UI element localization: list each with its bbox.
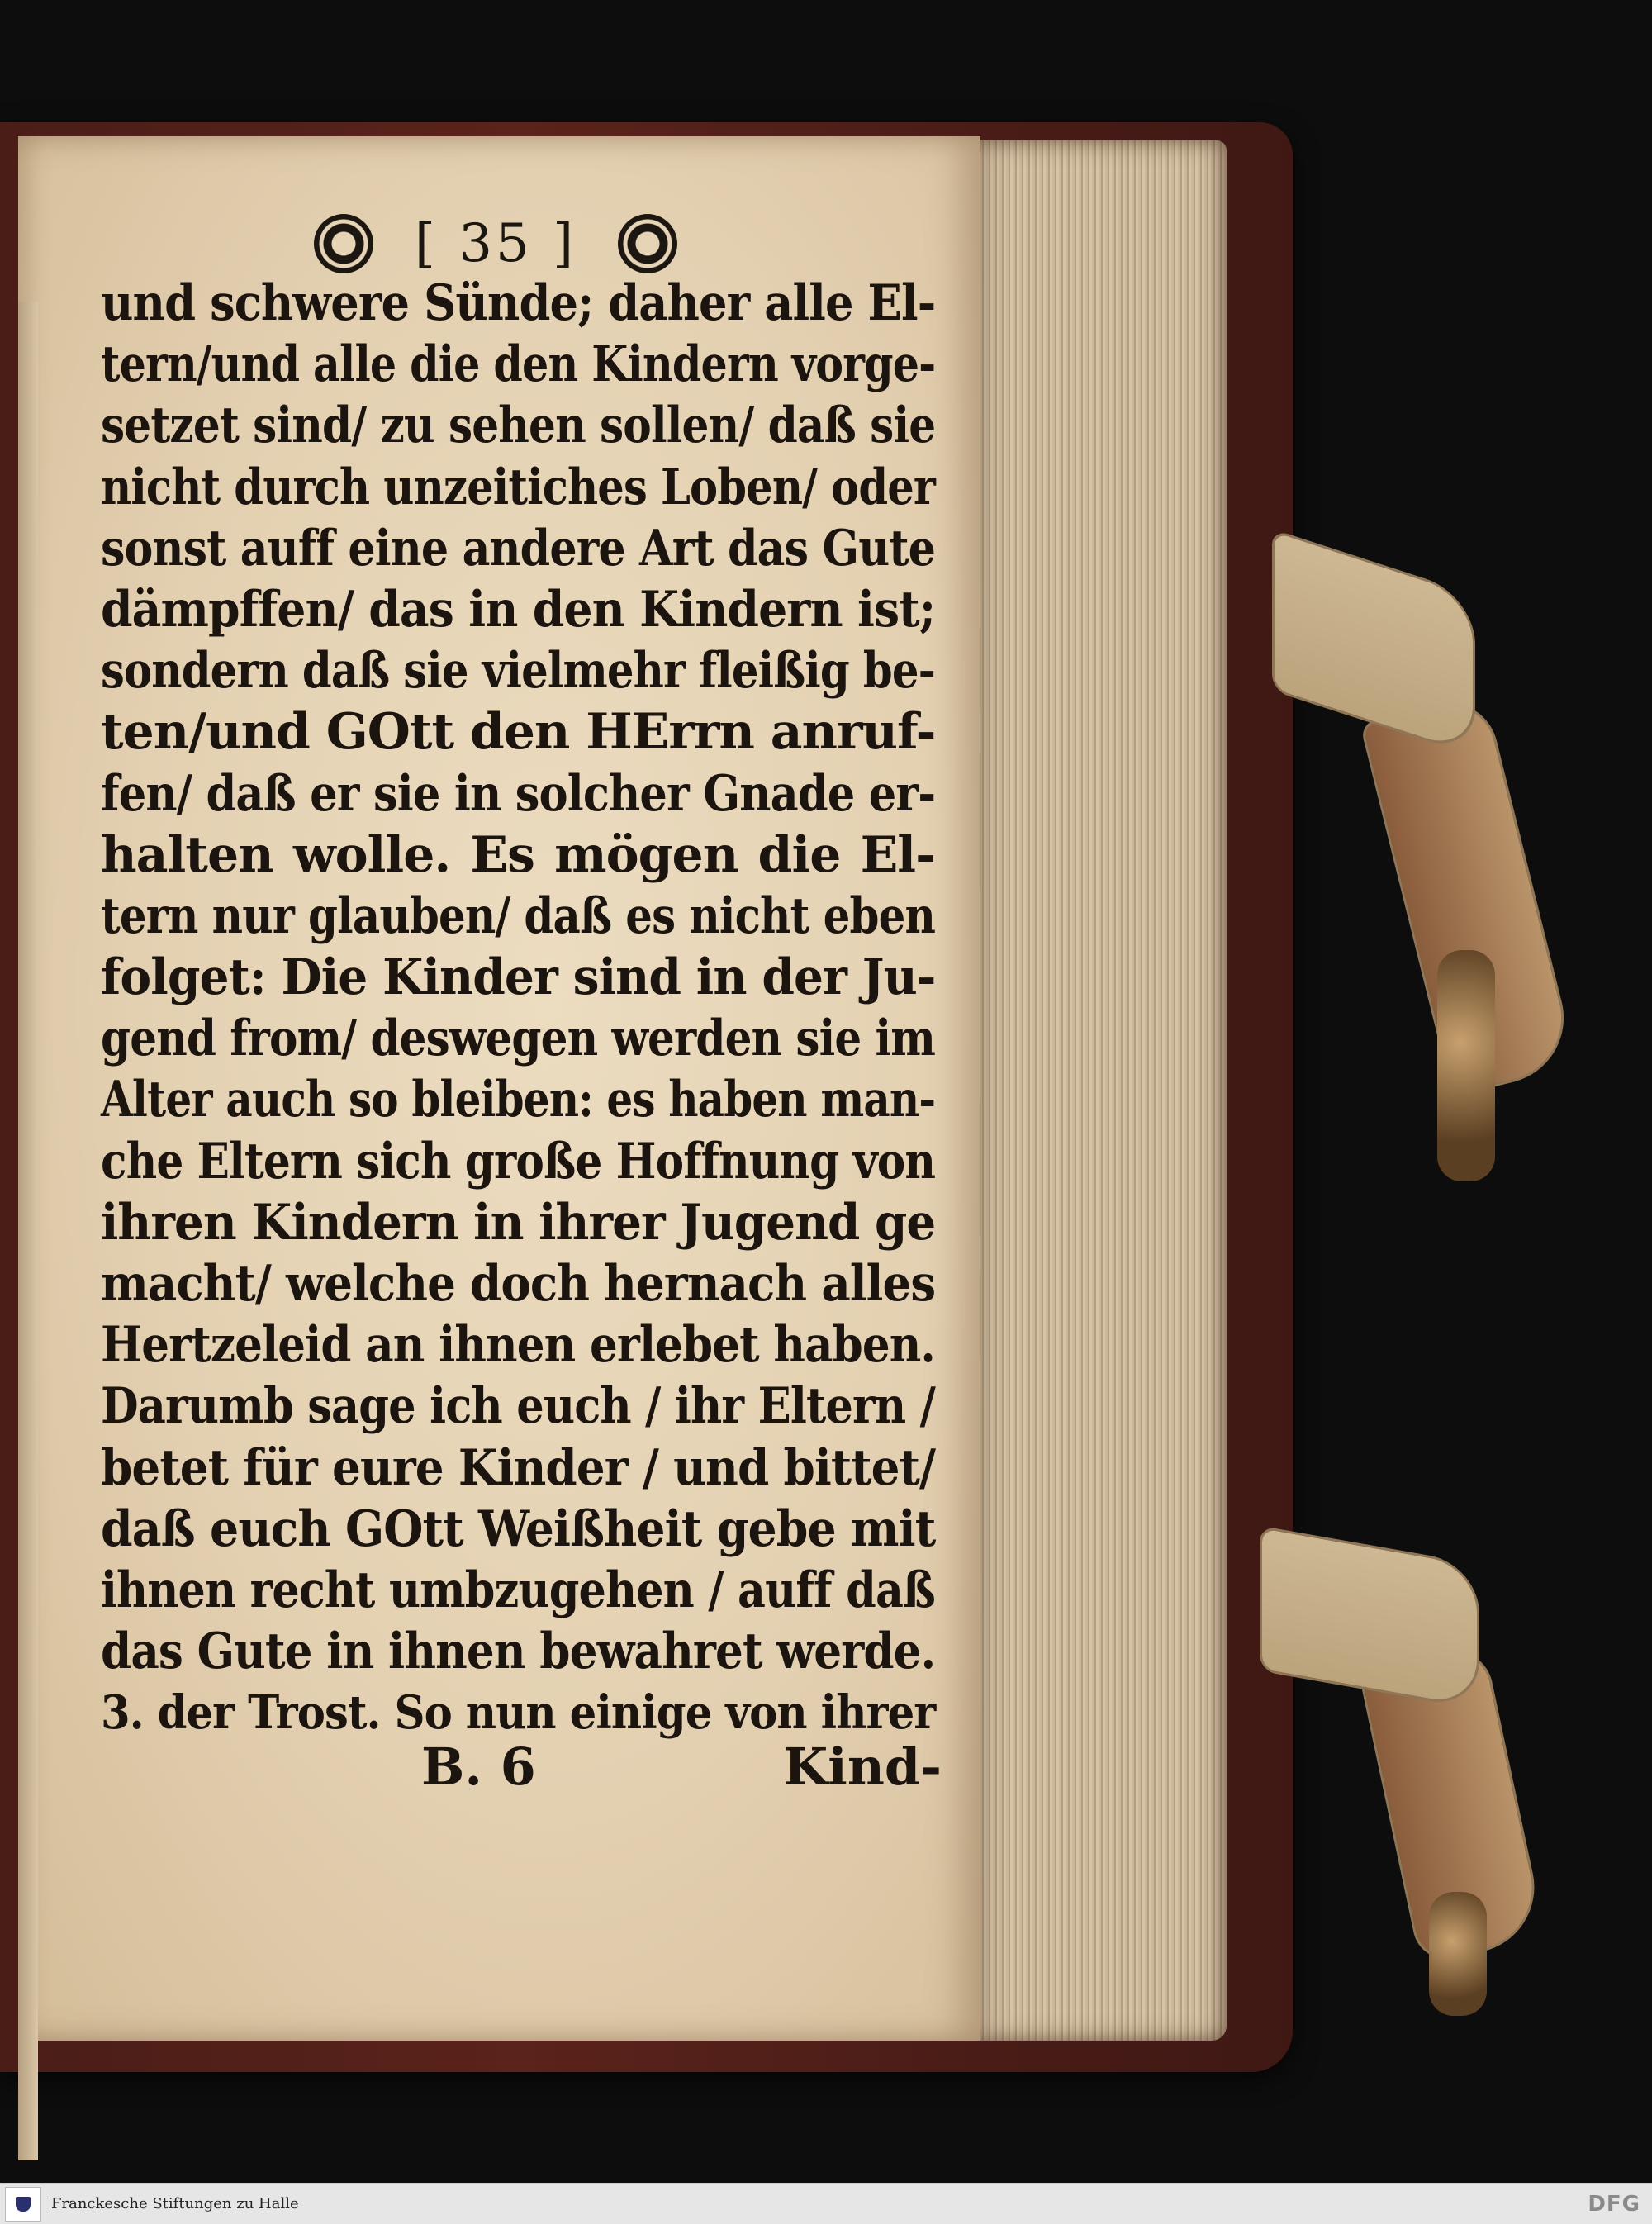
text-line: Alter auch so bleiben: es haben man-: [101, 1071, 936, 1129]
page-block-edge: [966, 140, 1227, 2041]
metal-clasp-lower: [1429, 1892, 1487, 2016]
emblem-icon: [16, 2197, 31, 2212]
page-footer: [421, 1733, 942, 1799]
text-line: che Eltern sich große Hoffnung von: [101, 1132, 936, 1190]
viewer-footer-bar: [0, 2183, 1652, 2224]
text-line: macht/ welche doch hernach alles: [101, 1255, 936, 1313]
rosette-ornament-left-icon: [314, 214, 373, 273]
text-line: dämpffen/ das in den Kindern ist;: [101, 580, 936, 639]
text-line: tern/und alle die den Kindern vorge-: [101, 335, 936, 394]
text-line: sondern daß sie vielmehr fleißig be-: [101, 642, 935, 701]
text-line: nicht durch unzeitiches Loben/ oder: [101, 458, 935, 516]
institution-credit: [5, 2187, 299, 2222]
clasp-strap-upper: [1272, 529, 1475, 757]
text-line: und schwere Sünde; daher alle El-: [101, 274, 936, 332]
signature-mark: B. 6: [421, 1736, 536, 1797]
text-line: sonst auff eine andere Art das Gute: [101, 519, 935, 577]
rosette-ornament-right-icon: [618, 214, 677, 273]
page-gutter: [18, 302, 38, 2160]
page-number: [ 35 ]: [414, 213, 577, 274]
text-line: betet für eure Kinder / und bittet/: [101, 1438, 936, 1497]
catchword: Kind-: [783, 1736, 942, 1797]
text-line: ihnen recht umbzugehen / auff daß: [101, 1561, 935, 1619]
text-line: Hertzeleid an ihnen erlebet haben.: [101, 1316, 935, 1375]
text-line: folget: Die Kinder sind in der Ju-: [101, 948, 936, 1007]
text-line: ihren Kindern in ihrer Jugend ge: [101, 1193, 936, 1252]
text-line: tern nur glauben/ daß es nicht eben: [101, 886, 935, 945]
text-line: halten wolle. Es mögen die El-: [101, 825, 935, 884]
text-line: setzet sind/ zu sehen sollen/ daß sie: [101, 397, 936, 455]
text-line: Darumb sage ich euch / ihr Eltern /: [101, 1377, 935, 1436]
metal-clasp-upper: [1437, 950, 1495, 1181]
page-header: [314, 207, 677, 281]
text-line: gend from/ deswegen werden sie im: [101, 1010, 935, 1068]
institution-name[interactable]: Franckesche Stiftungen zu Halle: [51, 2195, 299, 2212]
francke-foundations-logo-icon[interactable]: [5, 2187, 41, 2222]
text-line: ten/und GOtt den HErrn anruf-: [101, 703, 936, 762]
body-text: [101, 273, 935, 1744]
text-line: fen/ daß er sie in solcher Gnade er-: [101, 764, 936, 823]
text-line-marginal-lead: 3. der Trost. So nun einige von ihrer: [101, 1685, 936, 1741]
text-line: das Gute in ihnen bewahret werde.: [101, 1623, 936, 1681]
dfg-logo[interactable]: DFG: [1588, 2191, 1640, 2217]
text-line: daß euch GOtt Weißheit gebe mit: [101, 1499, 936, 1558]
